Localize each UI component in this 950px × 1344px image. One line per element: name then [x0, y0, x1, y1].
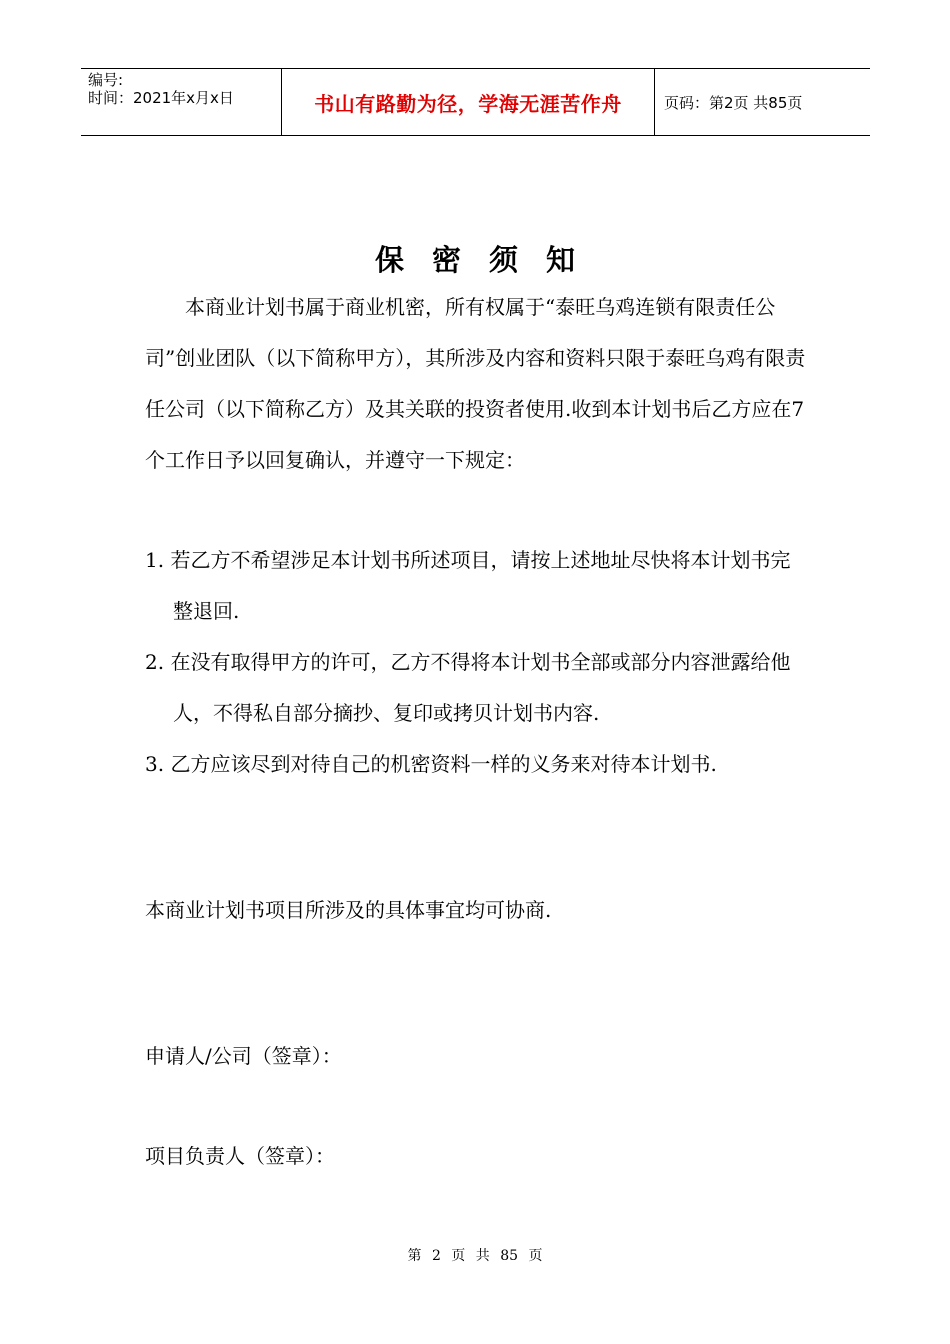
title-char: 密 [431, 243, 461, 277]
document-number-label: 编号: [88, 71, 124, 89]
header-motto-cell [282, 69, 655, 135]
title-char: 保 [374, 243, 404, 277]
rule-item-1: 1. 若乙方不希望涉足本计划书所述项目，请按上述地址尽快将本计划书完整退回. [145, 548, 791, 623]
header-page-info: 页码：第2页 共85页 [664, 93, 803, 112]
intro-paragraph: 本商业计划书属于商业机密，所有权属于“泰旺乌鸡连锁有限责任公司”创业团队（以下简称甲方），其所涉及内容和资料只限于泰旺乌鸡有限责任公司（以下简称乙方）及其关联的投资者使用.收到本计划书后乙方应在7个工作日予以回复确认，并遵守一下规定： [145, 295, 806, 472]
page-header [81, 68, 870, 136]
negotiable-note: 本商业计划书项目所涉及的具体事宜均可协商. [145, 898, 552, 922]
rule-item-3: 3. 乙方应该尽到对待自己的机密资料一样的义务来对待本计划书. [145, 752, 717, 776]
page-footer: 第 2 页 共 85 页 [407, 1248, 543, 1264]
title-char: 知 [546, 243, 576, 277]
document-date-label: 时间：2021年x月x日 [88, 89, 234, 107]
applicant-signature-label: 申请人/公司（签章）： [145, 1044, 342, 1068]
header-motto: 书山有路勤为径，学海无涯苦作舟 [314, 91, 622, 116]
project-lead-signature-label: 项目负责人（签章）： [145, 1144, 335, 1168]
title-char: 须 [489, 243, 519, 277]
header-page-cell [655, 69, 870, 135]
rule-item-2: 2. 在没有取得甲方的许可，乙方不得将本计划书全部或部分内容泄露给他人，不得私自部分摘抄、复印或拷贝计划书内容. [145, 650, 791, 725]
header-meta-cell [81, 69, 282, 135]
page-title [0, 238, 950, 279]
